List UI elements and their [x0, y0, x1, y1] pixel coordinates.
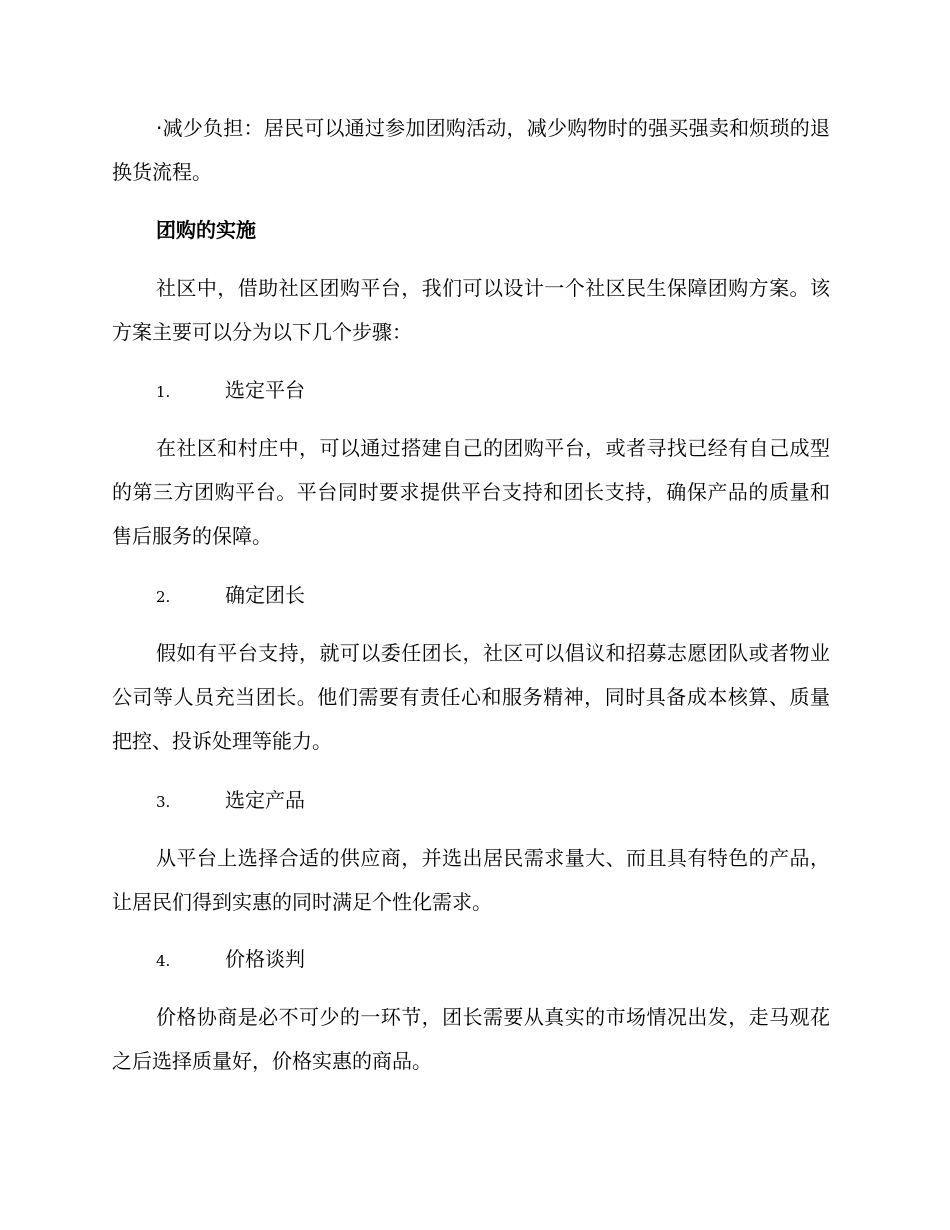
step-title: 价格谈判	[225, 947, 305, 971]
step-1-heading	[156, 368, 305, 414]
section-heading: 团购的实施	[156, 218, 256, 242]
step-2-heading	[156, 573, 305, 619]
step-3-description: 从平台上选择合适的供应商，并选出居民需求量大、而且具有特色的产品，让居民们得到实惠的同时满足个性化需求。	[112, 846, 830, 914]
step-number: 1.	[156, 383, 171, 401]
step-title: 选定产品	[225, 788, 305, 812]
step-4-heading	[156, 937, 305, 983]
step-4-description: 价格协商是必不可少的一环节，团长需要从真实的市场情况出发，走马观花之后选择质量好，价格实惠的商品。	[112, 1005, 830, 1073]
step-title: 确定团长	[225, 583, 305, 607]
step-number: 4.	[156, 952, 171, 970]
step-title: 选定平台	[225, 378, 305, 402]
step-3-heading	[156, 778, 305, 824]
step-2-description: 假如有平台支持，就可以委任团长，社区可以倡议和招募志愿团队或者物业公司等人员充当团长。他们需要有责任心和服务精神，同时具备成本核算、质量把控、投诉处理等能力。	[112, 641, 830, 753]
bullet-paragraph: ·减少负担：居民可以通过参加团购活动，减少购物时的强买强卖和烦琐的退换货流程。	[112, 116, 830, 184]
step-number: 2.	[156, 588, 171, 606]
intro-paragraph: 社区中，借助社区团购平台，我们可以设计一个社区民生保障团购方案。该方案主要可以分为以下几个步骤：	[112, 276, 830, 344]
step-1-description: 在社区和村庄中，可以通过搭建自己的团购平台，或者寻找已经有自己成型的第三方团购平台。平台同时要求提供平台支持和团长支持，确保产品的质量和售后服务的保障。	[112, 436, 830, 548]
step-number: 3.	[156, 793, 171, 811]
